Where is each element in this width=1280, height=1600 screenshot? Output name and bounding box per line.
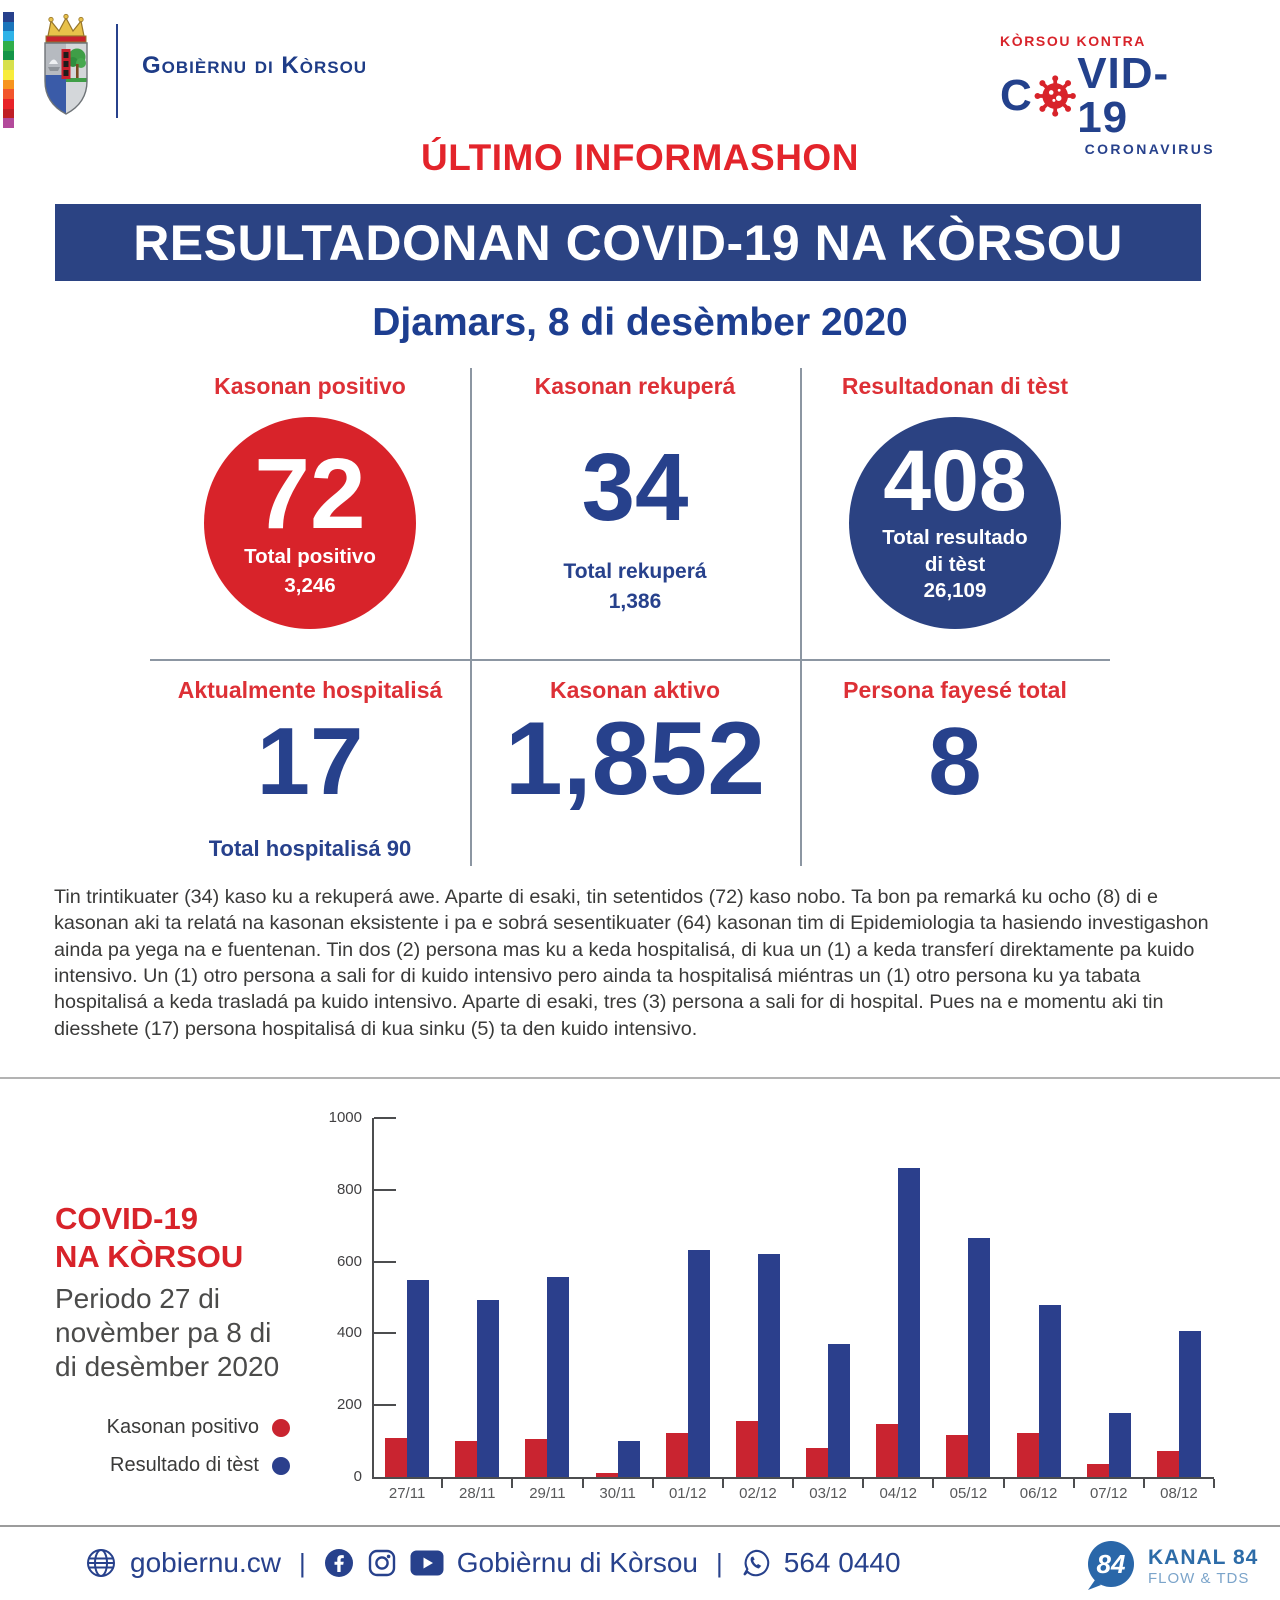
- x-axis-label: 06/12: [1019, 1485, 1058, 1502]
- phone-number: 564 0440: [783, 1547, 901, 1578]
- government-name: Gobièrnu di Kòrsou: [142, 52, 368, 79]
- test-total-label-2: di tèst: [924, 552, 986, 576]
- chart-bar-test: [407, 1280, 429, 1477]
- aktivo-value: 1,852: [504, 701, 766, 817]
- x-axis-label: 07/12: [1089, 1485, 1128, 1502]
- legend-item: [55, 1416, 290, 1439]
- x-axis-label: 27/11: [388, 1485, 426, 1502]
- wordmark-right: VID-19: [1077, 49, 1170, 142]
- section-divider: [0, 1077, 1280, 1079]
- youtube-icon: [410, 1550, 444, 1576]
- test-total-label-1: Total resultado: [882, 525, 1028, 549]
- social-account-name: Gobièrnu di Kòrsou: [456, 1547, 699, 1578]
- footer: [85, 1536, 901, 1590]
- strip-segment: [3, 99, 14, 109]
- y-tick: [374, 1189, 396, 1191]
- chart-bar-positivo: [385, 1438, 407, 1477]
- page-kicker: ÚLTIMO INFORMASHON: [421, 137, 859, 178]
- legend-label: Resultado di tèst: [110, 1454, 259, 1476]
- x-axis-label: 02/12: [739, 1485, 777, 1502]
- stat-label-positivo: Kasonan positivo: [214, 373, 406, 399]
- stat-label-hospital: Aktualmente hospitalisá: [177, 677, 443, 703]
- x-axis-label: 29/11: [529, 1485, 566, 1502]
- instagram-icon: [367, 1548, 397, 1578]
- chart-bar-test: [618, 1441, 640, 1477]
- legend-dot: [272, 1419, 290, 1437]
- chart-bar-positivo: [876, 1424, 898, 1477]
- chart-bar-positivo: [736, 1421, 758, 1477]
- positivo-value: 72: [254, 437, 366, 550]
- chart-subtitle-line1: Periodo 27 di: [55, 1283, 221, 1314]
- y-tick: [374, 1261, 396, 1263]
- strip-segment: [3, 12, 14, 22]
- chart-bar-positivo: [666, 1433, 688, 1477]
- chart-y-axis: [372, 1118, 374, 1477]
- chart-bar-positivo: [1157, 1451, 1179, 1477]
- test-value: 408: [883, 433, 1027, 530]
- covid-logo-wordmark: [1000, 49, 1215, 142]
- chart-bar-positivo: [455, 1441, 477, 1477]
- strip-segment: [3, 118, 14, 128]
- coat-of-arms: [26, 12, 106, 122]
- kanal84-logo: [1082, 1538, 1258, 1594]
- hospital-total-label: Total hospitalisá 90: [208, 836, 412, 861]
- chart-bar-test: [1179, 1331, 1201, 1477]
- chart-bar-positivo: [1087, 1464, 1109, 1477]
- x-axis-label: 01/12: [668, 1485, 707, 1502]
- strip-segment: [3, 89, 14, 99]
- hospital-value: 17: [256, 708, 364, 815]
- covid-logo-subtitle: CORONAVIRUS: [1084, 141, 1215, 157]
- stat-label-test: Resultadonan di tèst: [841, 373, 1069, 399]
- virus-icon: [1034, 74, 1076, 118]
- strip-segment: [3, 80, 14, 90]
- chart-bar-test: [968, 1238, 990, 1477]
- positivo-total-value: 3,246: [284, 573, 336, 597]
- strip-segment: [3, 31, 14, 41]
- x-axis-label: 03/12: [809, 1485, 847, 1502]
- test-circle: [849, 417, 1061, 629]
- chart-bar-test: [898, 1168, 920, 1477]
- chart-bar-positivo: [1017, 1433, 1039, 1477]
- kanal84-name: KANAL 84: [1148, 1545, 1259, 1569]
- x-axis-label: 04/12: [879, 1485, 917, 1502]
- y-tick-label: 800: [336, 1180, 362, 1198]
- strip-segment: [3, 109, 14, 119]
- y-tick: [374, 1404, 396, 1406]
- chart-plot: [328, 1109, 1214, 1502]
- stat-label-fayese: Persona fayesé total: [843, 677, 1067, 703]
- chart-bar-test: [1109, 1413, 1131, 1477]
- strip-segment: [3, 70, 14, 80]
- strip-segment: [3, 60, 14, 70]
- chart-heading-line2: NA KÒRSOU: [55, 1239, 244, 1274]
- chart-heading-line1: COVID-19: [55, 1201, 198, 1236]
- chart-subtitle-line2: novèmber pa 8 di: [55, 1317, 272, 1348]
- y-tick-label: 600: [336, 1252, 362, 1270]
- kanal84-tagline: FLOW & TDS: [1148, 1570, 1250, 1588]
- x-axis-label: 30/11: [599, 1485, 636, 1502]
- stat-label-aktivo: Kasonan aktivo: [550, 677, 720, 703]
- y-tick: [374, 1117, 396, 1119]
- y-tick-label: 400: [336, 1324, 362, 1342]
- y-tick: [374, 1332, 396, 1334]
- covid-logo-kicker: KÒRSOU KONTRA: [1000, 33, 1147, 49]
- x-axis-label: 08/12: [1160, 1485, 1198, 1502]
- positivo-total-label: Total positivo: [244, 544, 376, 568]
- rekupera-total-value: 1,386: [608, 590, 662, 613]
- kanal84-badge: [1082, 1538, 1138, 1594]
- legend-label: Kasonan positivo: [106, 1416, 259, 1438]
- chart-bar-test: [828, 1344, 850, 1477]
- report-date: Djamars, 8 di desèmber 2020: [372, 301, 908, 344]
- chart-bar-positivo: [946, 1435, 968, 1477]
- whatsapp-icon: [741, 1548, 771, 1578]
- chart-bar-positivo: [525, 1439, 547, 1477]
- chart-bar-test: [758, 1254, 780, 1477]
- chart-bar-test: [688, 1250, 710, 1477]
- chart-bar-test: [547, 1277, 569, 1477]
- strip-segment: [3, 51, 14, 61]
- positivo-circle: [204, 417, 416, 629]
- svg-text:84: 84: [1096, 1549, 1126, 1579]
- fayese-value: 8: [928, 708, 982, 815]
- x-axis-label: 05/12: [949, 1485, 988, 1502]
- stat-label-rekupera: Kasonan rekuperá: [534, 373, 736, 399]
- wordmark-left: C: [1000, 71, 1033, 120]
- website-link: gobiernu.cw: [130, 1547, 281, 1578]
- rainbow-strip: [3, 12, 14, 128]
- footer-separator-2: |: [716, 1547, 723, 1578]
- chart-bar-test: [1039, 1305, 1061, 1477]
- x-axis-label: 28/11: [459, 1485, 496, 1502]
- strip-segment: [3, 41, 14, 51]
- header-divider: [116, 24, 118, 118]
- globe-icon: [85, 1547, 117, 1579]
- y-tick-label: 1000: [328, 1109, 362, 1126]
- test-total-value: 26,109: [923, 579, 987, 603]
- y-tick-label: 0: [353, 1468, 362, 1485]
- facebook-icon: [324, 1548, 354, 1578]
- legend-item: [55, 1454, 290, 1477]
- strip-segment: [3, 22, 14, 32]
- y-tick-label: 200: [336, 1396, 362, 1414]
- stats-divider-horizontal: [150, 659, 1110, 661]
- chart-legend: [55, 1416, 290, 1492]
- page-title-banner: RESULTADONAN COVID-19 NA KÒRSOU: [55, 204, 1201, 281]
- rekupera-value: 34: [581, 434, 689, 541]
- rekupera-total-label: Total rekuperá: [563, 560, 707, 583]
- chart-bar-positivo: [806, 1448, 828, 1477]
- chart-bar-positivo: [596, 1473, 618, 1477]
- report-paragraph: Tin trintikuater (34) kaso ku a rekuperá awe. Aparte di esaki, tin setentidos (72) kaso nobo. Ta bon pa remarká ku ocho (8) di e kasonan aki ta relatá na kasonan eksistente i pa e sobrá sesentikuater (64) kasonan tim di Epidemiologia ta hasiendo investigashon ainda pa yega na e fuentenan. Tin dos (2) persona mas ku a keda hospitalisá, di kua un (1) a keda transferí direktamente pa kuido intensivo. Un (1) otro persona a sali for di kuido intensivo pero ainda ta hospitalisá miéntras un (1) otro persona ku ya tabata hospitalisá a keda trasladá pa kuido intensivo. Aparte di esaki, tres (3) persona a sali for di hospital. Pues na e momentu aki tin diesshete (17) persona hospitalisá di kua sinku (5) ta den kuido intensivo.: [54, 886, 1209, 1040]
- footer-divider: [0, 1525, 1280, 1527]
- legend-dot: [272, 1457, 290, 1475]
- chart-subtitle-line3: di desèmber 2020: [55, 1351, 280, 1382]
- chart-bar-test: [477, 1300, 499, 1477]
- footer-separator: |: [298, 1547, 306, 1578]
